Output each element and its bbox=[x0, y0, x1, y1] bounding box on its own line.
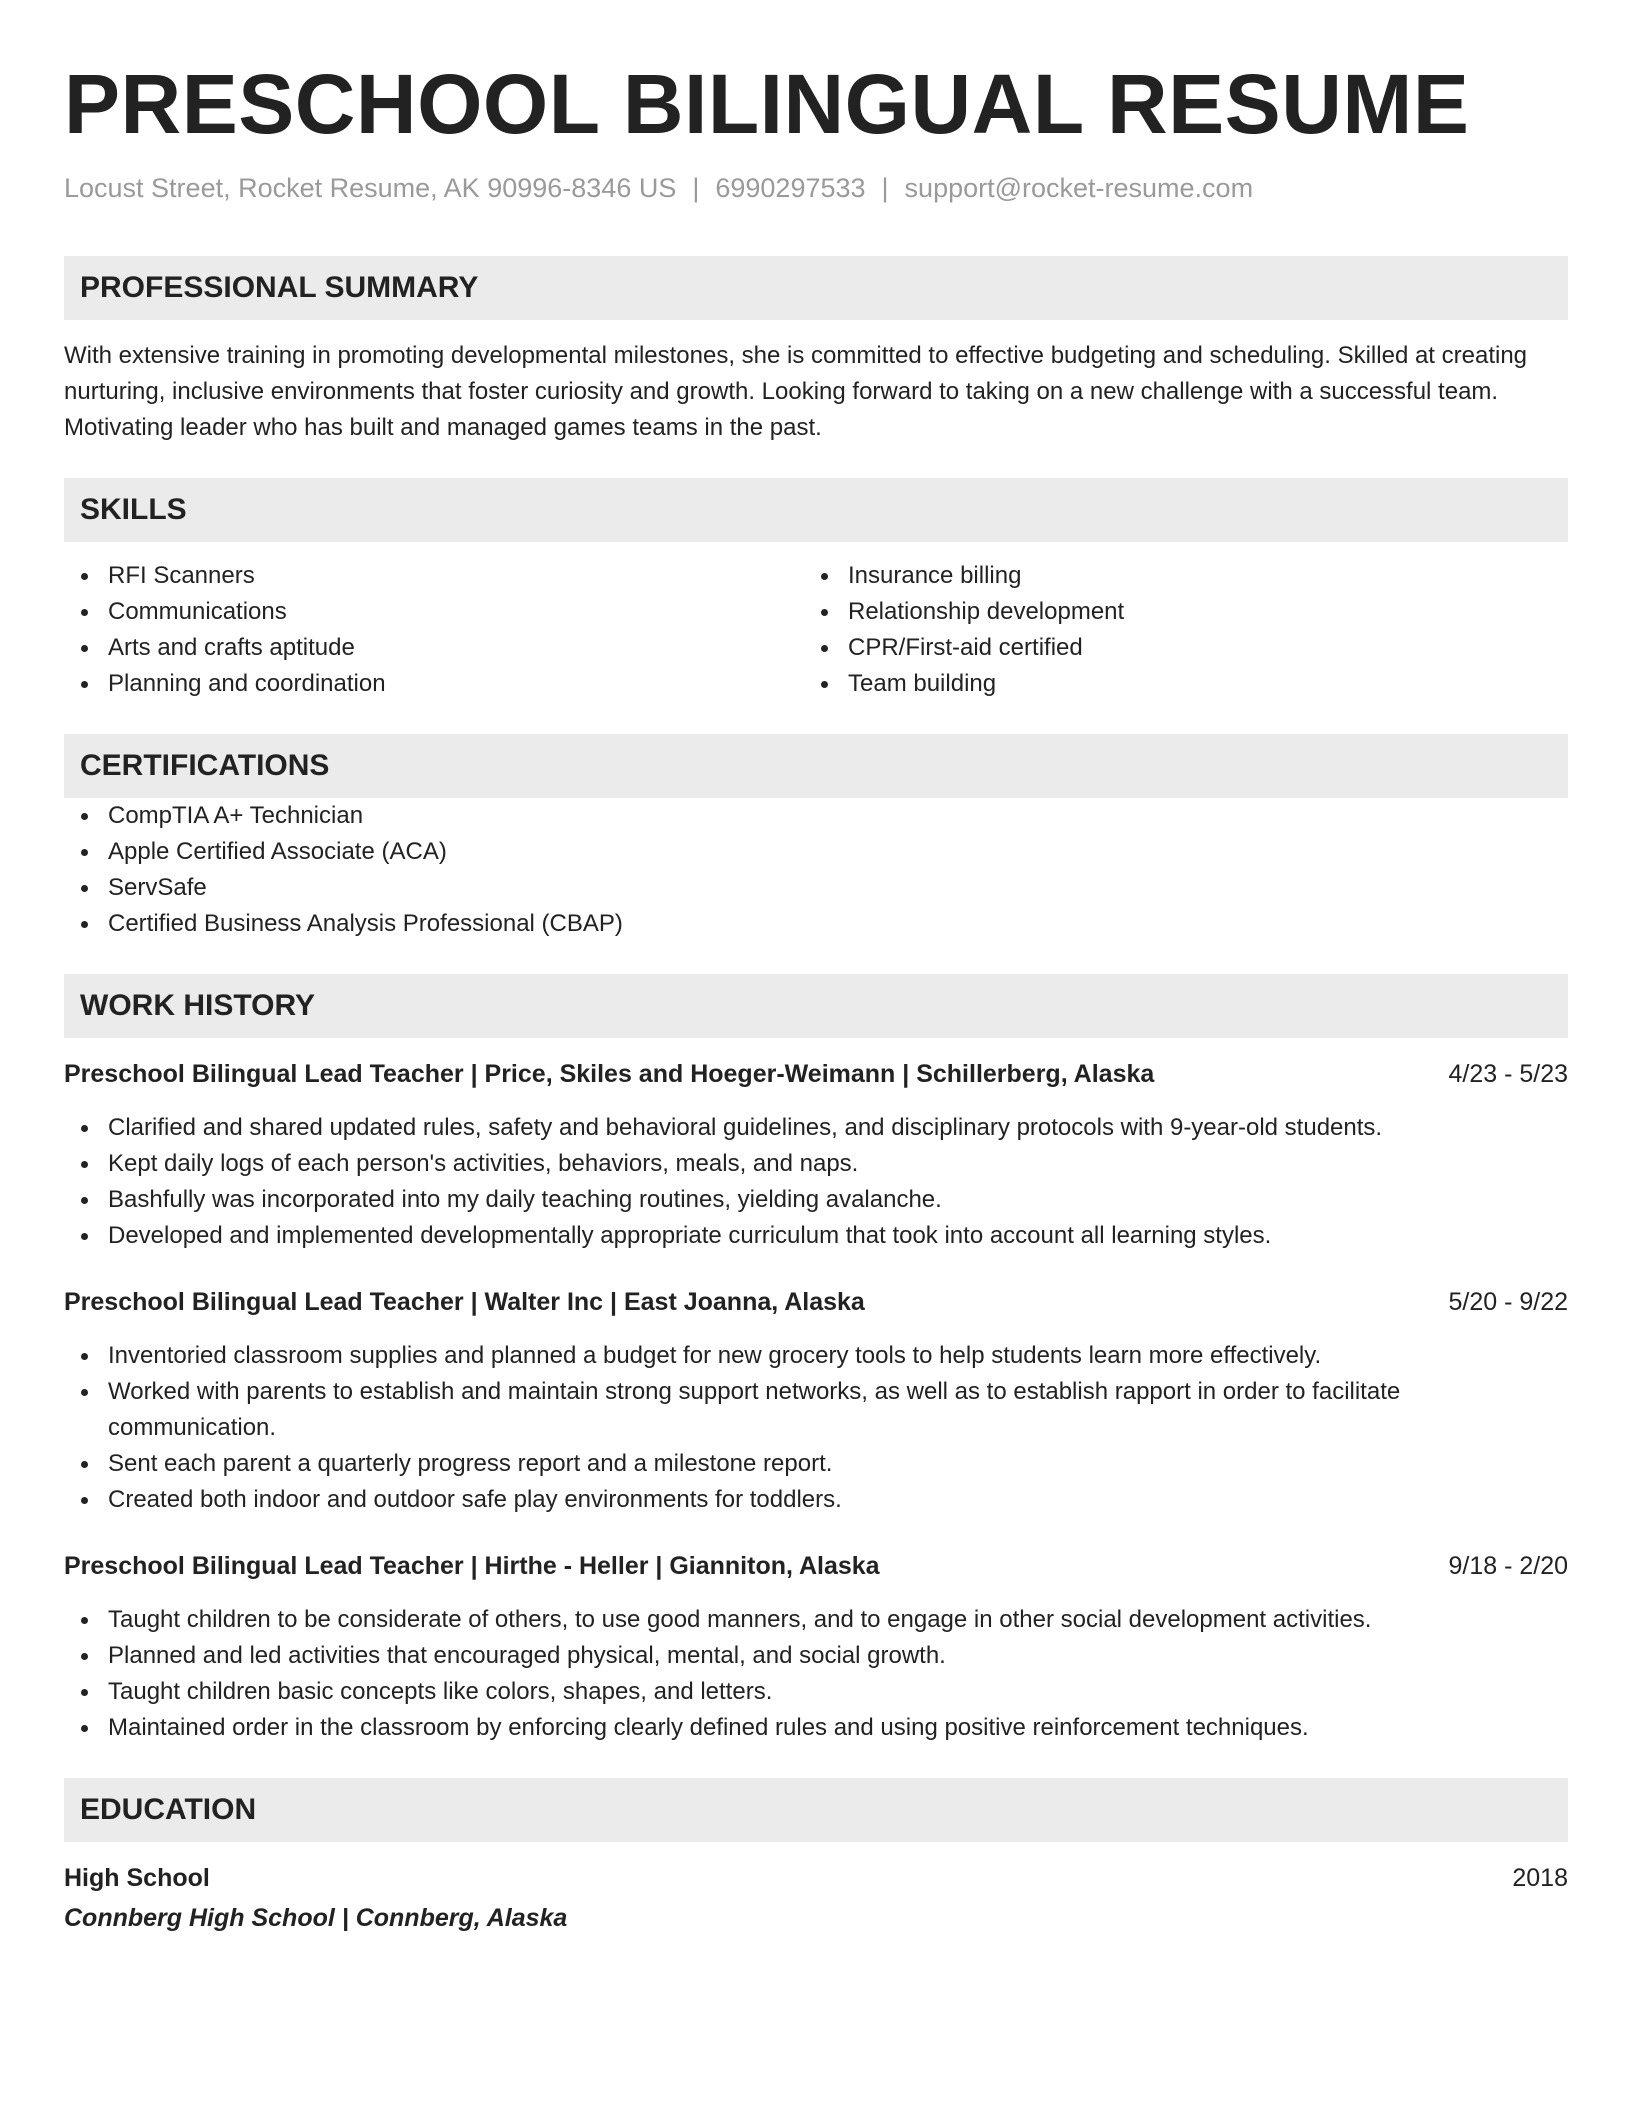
contact-address: Locust Street, Rocket Resume, AK 90996-8346 US bbox=[64, 173, 677, 203]
certification-item: Apple Certified Associate (ACA) bbox=[64, 834, 1568, 870]
job-bullet: Planned and led activities that encouraged physical, mental, and social growth. bbox=[64, 1638, 1568, 1674]
education-school: Connberg High School | Connberg, Alaska bbox=[64, 1904, 568, 1932]
skills-list bbox=[64, 558, 1568, 702]
contact-line bbox=[64, 170, 1568, 206]
job-title: Preschool Bilingual Lead Teacher | Price, Skiles and Hoeger-Weimann | Schillerberg, Alaska bbox=[64, 1060, 1155, 1088]
skill-item: Communications bbox=[64, 594, 804, 630]
certification-item: CompTIA A+ Technician bbox=[64, 798, 1568, 834]
job-dates: 5/20 - 9/22 bbox=[1448, 1288, 1568, 1316]
skill-item: Insurance billing bbox=[804, 558, 1544, 594]
certification-item: ServSafe bbox=[64, 870, 1568, 906]
section-heading-work-history: WORK HISTORY bbox=[64, 974, 1568, 1038]
job-bullet: Created both indoor and outdoor safe play environments for toddlers. bbox=[64, 1482, 1568, 1518]
job-bullet: Bashfully was incorporated into my daily teaching routines, yielding avalanche. bbox=[64, 1182, 1568, 1218]
job-entry bbox=[64, 1056, 1568, 1254]
job-entry bbox=[64, 1284, 1568, 1518]
job-bullet: Sent each parent a quarterly progress report and a milestone report. bbox=[64, 1446, 1568, 1482]
job-bullet: Inventoried classroom supplies and planned a budget for new grocery tools to help students learn more effectively. bbox=[64, 1338, 1568, 1374]
contact-separator: | bbox=[881, 173, 889, 203]
summary-text: With extensive training in promoting developmental milestones, she is committed to effective budgeting and scheduling. Skilled at creating nurturing, inclusive environments that foster curiosity and growth. Looking forward to taking on a new challenge with a successful team. Motivating leader who has built and managed games teams in the past. bbox=[64, 342, 1528, 441]
job-title: Preschool Bilingual Lead Teacher | Walter Inc | East Joanna, Alaska bbox=[64, 1288, 865, 1316]
job-bullets bbox=[64, 1110, 1568, 1254]
job-bullets bbox=[64, 1338, 1568, 1518]
contact-email: support@rocket-resume.com bbox=[904, 173, 1254, 203]
job-bullet: Worked with parents to establish and maintain strong support networks, as well as to establish rapport in order to facilitate communication. bbox=[64, 1374, 1568, 1446]
section-heading-summary: PROFESSIONAL SUMMARY bbox=[64, 256, 1568, 320]
job-dates: 4/23 - 5/23 bbox=[1448, 1060, 1568, 1088]
contact-phone: 6990297533 bbox=[715, 173, 866, 203]
job-bullets bbox=[64, 1602, 1568, 1746]
contact-separator: | bbox=[692, 173, 700, 203]
skill-item: Arts and crafts aptitude bbox=[64, 630, 804, 666]
skills-column-right bbox=[804, 558, 1544, 702]
education-entry bbox=[64, 1860, 1568, 1936]
resume-page bbox=[64, 56, 1568, 1936]
job-entry bbox=[64, 1548, 1568, 1746]
job-bullet: Developed and implemented developmentally appropriate curriculum that took into account all learning styles. bbox=[64, 1218, 1568, 1254]
skills-column-left bbox=[64, 558, 804, 702]
job-bullet: Taught children to be considerate of others, to use good manners, and to engage in other social development activities. bbox=[64, 1602, 1568, 1638]
skill-item: Relationship development bbox=[804, 594, 1544, 630]
certifications-list bbox=[64, 798, 1568, 942]
skill-item: CPR/First-aid certified bbox=[804, 630, 1544, 666]
job-bullet: Taught children basic concepts like colors, shapes, and letters. bbox=[64, 1674, 1568, 1710]
skill-item: Planning and coordination bbox=[64, 666, 804, 702]
job-bullet: Kept daily logs of each person's activities, behaviors, meals, and naps. bbox=[64, 1146, 1568, 1182]
resume-title: PRESCHOOL BILINGUAL RESUME bbox=[64, 57, 1470, 151]
section-heading-certifications: CERTIFICATIONS bbox=[64, 734, 1568, 798]
education-degree: High School bbox=[64, 1864, 210, 1892]
section-heading-education: EDUCATION bbox=[64, 1778, 1568, 1842]
job-dates: 9/18 - 2/20 bbox=[1448, 1552, 1568, 1580]
section-heading-skills: SKILLS bbox=[64, 478, 1568, 542]
skill-item: Team building bbox=[804, 666, 1544, 702]
job-bullet: Clarified and shared updated rules, safety and behavioral guidelines, and disciplinary protocols with 9-year-old students. bbox=[64, 1110, 1568, 1146]
skill-item: RFI Scanners bbox=[64, 558, 804, 594]
job-bullet: Maintained order in the classroom by enforcing clearly defined rules and using positive reinforcement techniques. bbox=[64, 1710, 1568, 1746]
certification-item: Certified Business Analysis Professional (CBAP) bbox=[64, 906, 1568, 942]
job-title: Preschool Bilingual Lead Teacher | Hirthe - Heller | Gianniton, Alaska bbox=[64, 1552, 880, 1580]
education-year: 2018 bbox=[1512, 1864, 1568, 1892]
